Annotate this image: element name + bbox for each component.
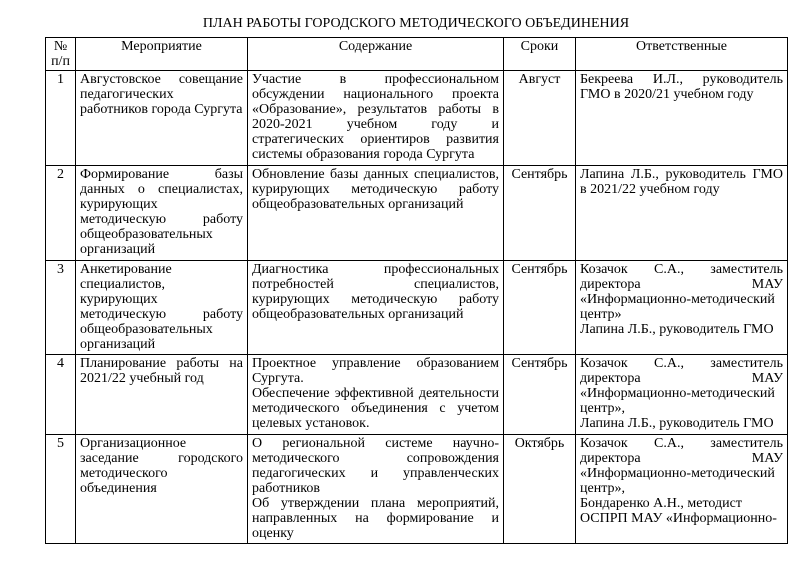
- cell-period: Август: [504, 71, 576, 166]
- cell-period: Сентябрь: [504, 261, 576, 355]
- cell-paragraph: Бондаренко А.Н., методист: [580, 496, 742, 511]
- cell-paragraph: Планирование работы на 2021/22 учебный год: [80, 356, 243, 386]
- work-plan-table: [45, 37, 788, 544]
- cell-event: [76, 71, 248, 166]
- cell-event: [76, 435, 248, 544]
- cell-responsible: [576, 261, 788, 355]
- cell-paragraph: Об утверждении плана мероприятий, направленных на формирование и оценку: [252, 496, 499, 541]
- cell-paragraph: ОСПРП МАУ «Информационно-: [580, 511, 777, 526]
- cell-paragraph: Проектное управление образованием Сургута.: [252, 356, 499, 386]
- cell-number: 2: [46, 166, 76, 261]
- table-row: [46, 435, 788, 544]
- cell-paragraph: Козачок С.А., заместитель директора МАУ «Информационно-методический центр»,: [580, 356, 783, 416]
- table-header-row: [46, 38, 788, 71]
- header-event: Мероприятие: [76, 38, 248, 71]
- cell-number: 4: [46, 355, 76, 435]
- cell-paragraph: Бекреева И.Л., руководитель ГМО в 2020/21 учебном году: [580, 72, 783, 102]
- cell-responsible: [576, 435, 788, 544]
- cell-content: [248, 261, 504, 355]
- cell-paragraph: Лапина Л.Б., руководитель ГМО: [580, 416, 774, 431]
- table-row: [46, 261, 788, 355]
- header-content: Содержание: [248, 38, 504, 71]
- cell-paragraph: Обновление базы данных специалистов, курирующих методическую работу общеобразовательных организаций: [252, 167, 499, 212]
- cell-paragraph: Диагностика профессиональных потребностей специалистов, курирующих методическую работу общеобразовательных организаций: [252, 262, 499, 322]
- cell-responsible: [576, 71, 788, 166]
- cell-event: [76, 166, 248, 261]
- cell-number: 3: [46, 261, 76, 355]
- cell-paragraph: Участие в профессиональном обсуждении национального проекта «Образование», результатов работы в 2020-2021 учебном году и стратегических ориентиров развития системы образования города Сургута: [252, 72, 499, 162]
- cell-number: 1: [46, 71, 76, 166]
- header-period: Сроки: [504, 38, 576, 71]
- cell-paragraph: Козачок С.А., заместитель директора МАУ «Информационно-методический центр»: [580, 262, 783, 322]
- cell-paragraph: Августовское совещание педагогических работников города Сургута: [80, 72, 243, 117]
- cell-paragraph: Анкетирование специалистов, курирующих методическую работу общеобразовательных организаций: [80, 262, 243, 352]
- cell-content: [248, 435, 504, 544]
- cell-event: [76, 261, 248, 355]
- cell-paragraph: Формирование базы данных о специалистах, курирующих методическую работу общеобразовательных организаций: [80, 167, 243, 257]
- cell-content: [248, 355, 504, 435]
- document-title: ПЛАН РАБОТЫ ГОРОДСКОГО МЕТОДИЧЕСКОГО ОБЪЕДИНЕНИЯ: [202, 16, 630, 31]
- cell-paragraph: О региональной системе научно-методического сопровождения педагогических и управленческих работников: [252, 436, 499, 496]
- cell-responsible: [576, 166, 788, 261]
- table-row: [46, 71, 788, 166]
- cell-paragraph: Обеспечение эффективной деятельности методического объединения с учетом целевых установок.: [252, 386, 499, 431]
- cell-paragraph: Организационное заседание городского методического объединения: [80, 436, 243, 496]
- cell-content: [248, 71, 504, 166]
- cell-paragraph: Лапина Л.Б., руководитель ГМО: [580, 322, 774, 337]
- cell-paragraph: Козачок С.А., заместитель директора МАУ «Информационно-методический центр»,: [580, 436, 783, 496]
- table-row: [46, 355, 788, 435]
- cell-content: [248, 166, 504, 261]
- cell-responsible: [576, 355, 788, 435]
- cell-event: [76, 355, 248, 435]
- cell-period: Октябрь: [504, 435, 576, 544]
- header-responsible: Ответственные: [576, 38, 788, 71]
- cell-number: 5: [46, 435, 76, 544]
- table-row: [46, 166, 788, 261]
- cell-period: Сентябрь: [504, 166, 576, 261]
- cell-paragraph: Лапина Л.Б., руководитель ГМО в 2021/22 учебном году: [580, 167, 783, 197]
- cell-period: Сентябрь: [504, 355, 576, 435]
- header-number: № п/п: [46, 38, 76, 71]
